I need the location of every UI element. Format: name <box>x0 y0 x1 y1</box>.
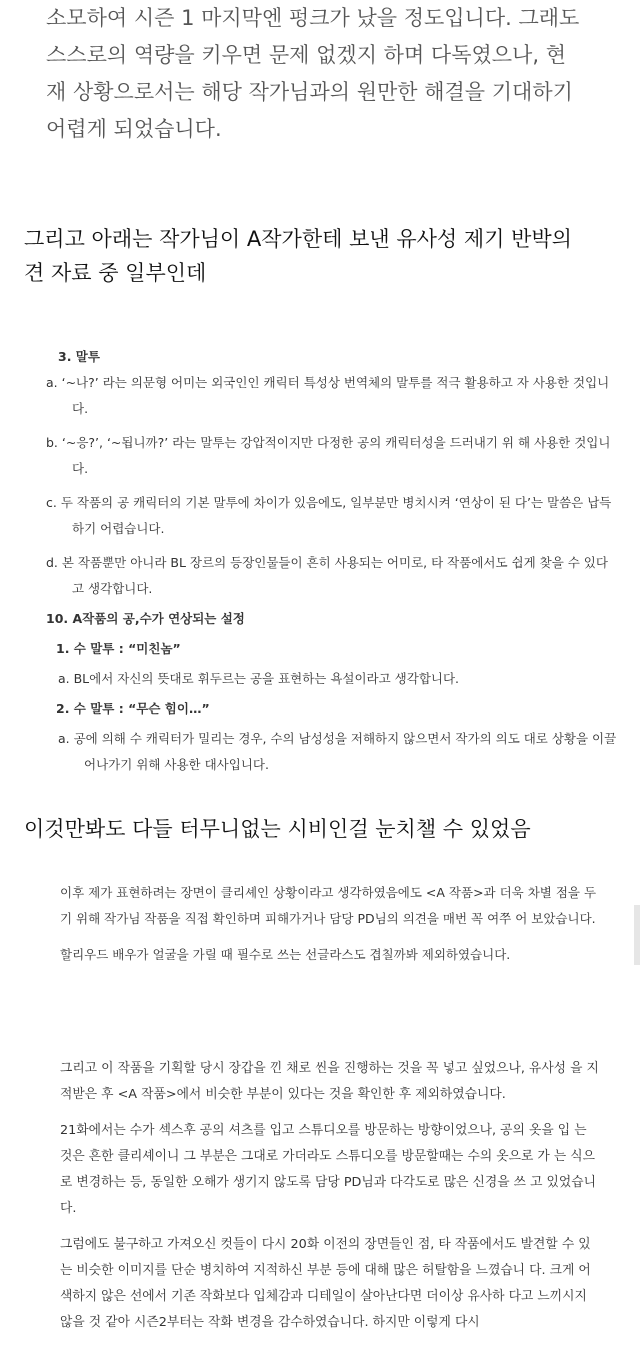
statement-excerpt-1 <box>0 880 640 978</box>
post-line: 그리고 아래는 작가님이 A작가한테 보낸 유사성 제기 반박의 <box>24 227 572 251</box>
intro-line: 소모하여 시즌 1 마지막엔 펑크가 났을 정도입니다. 그래도 <box>46 6 580 30</box>
post-text-1 <box>0 222 640 290</box>
section-heading: 10. A작품의 공,수가 연상되는 설정 <box>46 611 245 626</box>
list-item: b. ‘~응?’, ‘~됩니까?’ 라는 말투는 강압적이지만 다정한 공의 캐릭터성을 드러내기 위 해 사용한 것입니다. <box>46 435 611 476</box>
paragraph: 그리고 이 작품을 기획할 당시 장갑을 낀 채로 씬을 진행하는 것을 꼭 넣고 싶었으나, 유사성 을 지적받은 후 <A 작품>에서 비슷한 부분이 있다는 것을 확인한 후 제외하였습니다. <box>60 1061 599 1102</box>
paragraph: 할리우드 배우가 얼굴을 가릴 때 필수로 쓰는 선글라스도 겹칠까봐 제외하였습니다. <box>60 947 511 962</box>
sub-heading: 2. 수 말투 : “무슨 힘이…” <box>56 701 210 716</box>
intro-line: 스스로의 역량을 키우면 문제 없겠지 하며 다독였으나, 현 <box>46 43 566 67</box>
statement-excerpt-2 <box>0 1056 640 1346</box>
list-item: a. 공에 의해 수 캐릭터가 밀리는 경우, 수의 남성성을 저해하지 않으면서 작가의 의도 대로 상황을 이끌어나가기 위해 사용한 대사입니다. <box>58 731 617 772</box>
list-item: c. 두 작품의 공 캐릭터의 기본 말투에 차이가 있음에도, 일부분만 병치시켜 ‘연상이 된 다’는 말씀은 납득하기 어렵습니다. <box>46 495 612 536</box>
post-line: 견 자료 중 일부인데 <box>24 261 207 285</box>
list-item: a. BL에서 자신의 뜻대로 휘두르는 공을 표현하는 욕설이라고 생각합니다. <box>58 671 460 686</box>
sub-heading: 1. 수 말투 : “미친놈” <box>56 641 181 656</box>
post-text-2 <box>0 812 640 846</box>
paragraph: 그럼에도 불구하고 가져오신 컷들이 다시 20화 이전의 장면들인 점, 타 작품에서도 발견할 수 있는 비슷한 이미지를 단순 병치하여 지적하신 부분 등에 대해 많은 허탈함을 느꼈습니 다. 크게 어색하지 않은 선에서 기존 작화보다 입체감과 디테일이 살아난다면 더이상 유사하 다고 느끼시지 않을 것 같아 시즌2부터는 작화 변경을 감수하였습니다. 하지만 이렇게 다시 <box>60 1237 591 1330</box>
intro-line: 어렵게 되었습니다. <box>46 117 222 141</box>
intro-paragraph <box>0 0 640 148</box>
scrollbar-mark <box>634 905 640 965</box>
paragraph: 21화에서는 수가 섹스후 공의 셔츠를 입고 스튜디오를 방문하는 방향이었으나, 공의 옷을 입 는 것은 흔한 클리셰이니 그 부분은 그대로 가더라도 스튜디오를 방문할때는 수의 옷으로 가 는 식으로 변경하는 등, 동일한 오해가 생기지 않도록 담당 PD님과 다각도로 많은 신경을 쓰 고 있었습니다. <box>60 1123 596 1216</box>
paragraph: 이후 제가 표현하려는 장면이 클리셰인 상황이라고 생각하였음에도 <A 작품>과 더욱 차별 점을 두기 위해 작가님 작품을 직접 확인하며 피해가거나 담당 PD님의 의견을 매번 꼭 여쭈 어 보았습니다. <box>60 885 597 926</box>
post-line: 이것만봐도 다들 터무니없는 시비인걸 눈치챌 수 있었음 <box>24 817 531 841</box>
intro-line: 재 상황으로서는 해당 작가님과의 원만한 해결을 기대하기 <box>46 80 573 104</box>
rebuttal-document-excerpt <box>0 344 640 778</box>
section-heading: 3. 말투 <box>58 349 100 364</box>
list-item: a. ‘~나?’ 라는 의문형 어미는 외국인인 캐릭터 특성상 번역체의 말투를 적극 활용하고 자 사용한 것입니다. <box>46 375 610 416</box>
list-item: d. 본 작품뿐만 아니라 BL 장르의 등장인물들이 흔히 사용되는 어미로, 타 작품에서도 쉽게 찾을 수 있다고 생각합니다. <box>46 555 608 596</box>
